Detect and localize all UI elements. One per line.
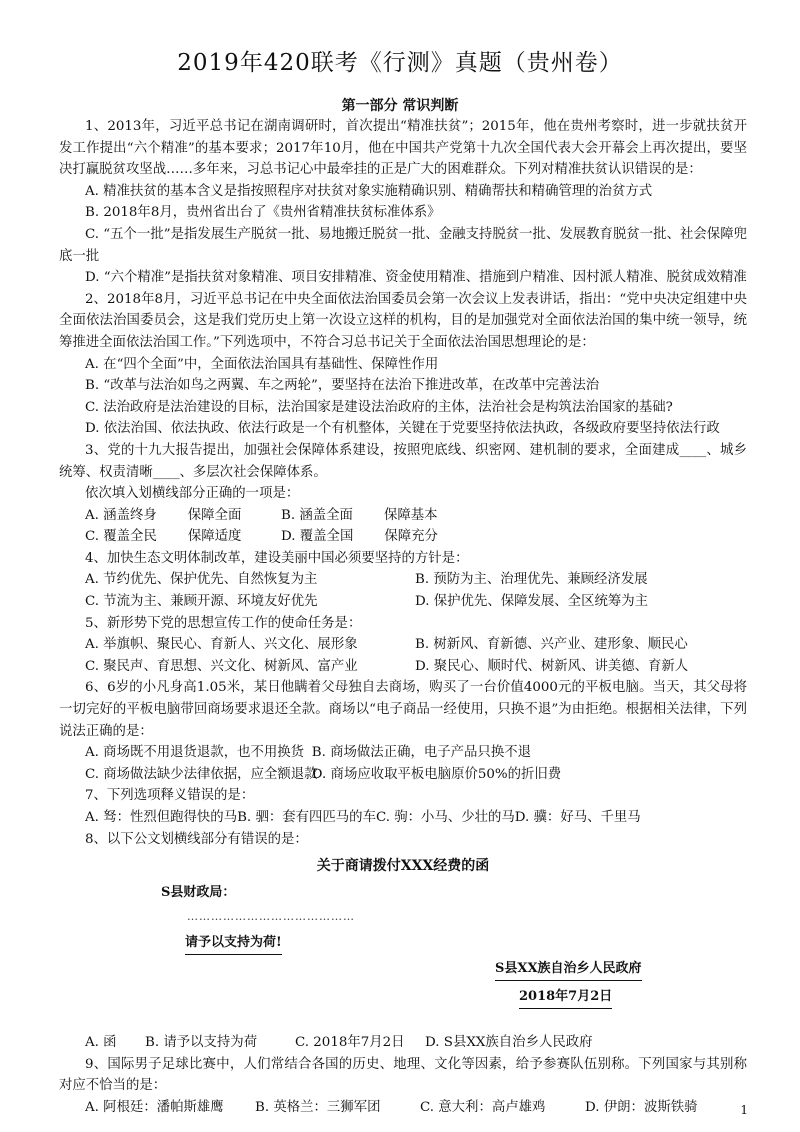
question-8-option-b: B. 请予以支持为荷: [145, 1035, 258, 1051]
question-7-option-d: D. 骥：好马、千里马: [514, 810, 641, 825]
question-3-options-cd: [59, 526, 747, 548]
question-2-option-b: B. “改革与法治如鸟之两翼、车之两轮”，要坚持在法治下推进改革，在改革中完善法治: [85, 378, 600, 394]
question-6-option-c: C. 商场做法缺少法律依据，应全额退款: [85, 766, 318, 782]
question-9-option-a: A. 阿根廷：潘帕斯雄鹰: [85, 1099, 224, 1115]
letter-date: 2018年7月2日: [519, 986, 612, 1009]
question-1-option-a: A. 精准扶贫的基本含义是指按照程序对扶贫对象实施精确识别、精确帮扶和精确管理的治贫方式: [85, 183, 653, 199]
question-9-option-d: D. 伊朗：波斯铁骑: [585, 1099, 698, 1115]
question-6-option-b: B. 商场做法正确，电子产品只换不退: [311, 745, 531, 761]
question-7-stem: 7、下列选项释义错误的是：: [85, 788, 255, 804]
question-9-option-c: C. 意大利：高卢雄鸡: [420, 1099, 546, 1115]
document-title: 2019年420联考《行测》真题（贵州卷）: [177, 50, 623, 76]
question-4-option-b: B. 预防为主、治理优先、兼顾经济发展: [415, 572, 648, 588]
question-5-option-a: A. 举旗帜、聚民心、育新人、兴文化、展形象: [85, 637, 358, 653]
question-5-option-b: B. 树新风、育新德、兴产业、建形象、顺民心: [415, 637, 688, 653]
question-9-stem: 9、国际男子足球比赛中，人们常结合各国的历史、地理、文化等因素，给予参赛队伍别称。下列国家与其别称对应不恰当的是：: [59, 1056, 747, 1094]
letter-title: 关于商请拨付XXX经费的函: [316, 858, 490, 875]
question-6-stem: 6、6岁的小凡身高1.05米，某日他瞒着父母独自去商场，购买了一台价值4000元的平板电脑。当天，其父母将一切完好的平板电脑带回商场要求退还全款。商场以“电子商品一经使用，只换不退”为由拒绝。根据相关法律，下列说法正确的是：: [59, 680, 747, 739]
question-2-option-c: C. 法治政府是法治建设的目标，法治国家是建设法治政府的主体，法治社会是构筑法治国家的基础?: [85, 399, 673, 415]
question-1-option-b: B. 2018年8月，贵州省出台了《贵州省精准扶贫标准体系》: [85, 205, 441, 221]
question-4-options-cd: [59, 591, 747, 613]
question-7-option-a: A. 驽：性烈但跑得快的马: [85, 810, 238, 825]
question-4-option-a: A. 节约优先、保护优先、自然恢复为主: [85, 572, 318, 588]
question-7-options: [59, 807, 747, 829]
question-8-stem: 8、以下公文划横线部分有错误的是：: [85, 831, 308, 847]
question-5-stem: 5、新形势下党的思想宣传工作的使命任务是：: [85, 615, 362, 631]
question-2-option-a: A. 在“四个全面”中，全面依法治国具有基础性、保障性作用: [85, 356, 439, 372]
letter-issuer: S县XX族自治乡人民政府: [495, 958, 642, 981]
question-4-stem: 4、加快生态文明体制改革，建设美丽中国必须要坚持的方针是：: [85, 550, 469, 566]
question-8-option-c: C. 2018年7月2日: [295, 1035, 405, 1051]
question-6-options-ab: [59, 742, 747, 764]
section-heading: 第一部分 常识判断: [341, 98, 459, 114]
page-number: 1: [740, 1103, 748, 1117]
question-8-option-d: D. S县XX族自治乡人民政府: [425, 1035, 593, 1051]
question-2-option-d: D. 依法治国、依法执政、依法行政是一个有机整体，关键在于党要坚持依法执政，各级政府要坚持依法行政: [85, 421, 720, 437]
letter-recipient: S县财政局：: [161, 885, 236, 901]
question-body: [59, 116, 747, 1119]
question-1-stem: 1、2013年，习近平总书记在湖南调研时，首次提出“精准扶贫”；2015年，他在贵州考察时，进一步就扶贫开发工作提出“六个精准”的基本要求；2017年10月，他在中国共产党第十九次全国代表大会开幕会上再次提出，要坚决打赢脱贫攻坚战……多年来，习总书记心中最牵挂的正是广大的困难群众。下列对精准扶贫认识错误的是：: [59, 119, 747, 178]
letter-request: 请予以支持为荷!: [185, 932, 282, 955]
question-9-option-b: B. 英格兰：三狮军团: [255, 1099, 381, 1115]
question-5-options-ab: [59, 634, 747, 656]
question-3-option-d: D. 覆盖全国 保障充分: [281, 529, 438, 545]
question-5-options-cd: [59, 656, 747, 678]
question-3-option-c: C. 覆盖全民 保障适度: [85, 529, 242, 545]
question-3-option-a: A. 涵盖终身 保障全面: [85, 507, 242, 523]
question-7-option-c: C. 驹：小马、少壮的马: [375, 810, 515, 825]
question-1-option-d: D. “六个精准”是指扶贫对象精准、项目安排精准、资金使用精准、措施到户精准、因村派人精准、脱贫成效精准: [85, 270, 747, 286]
letter-body-dots: ……………………………………: [187, 910, 355, 924]
question-8-options: [59, 1032, 747, 1054]
question-5-option-d: D. 聚民心、顺时代、树新风、讲美德、育新人: [415, 658, 689, 674]
question-6-option-a: A. 商场既不用退货退款，也不用换货: [85, 745, 305, 761]
question-6-option-d: D. 商场应收取平板电脑原价50%的折旧费: [311, 766, 562, 782]
question-8-option-a: A. 函: [85, 1035, 117, 1051]
question-3-options-ab: [59, 505, 747, 527]
question-2-stem: 2、2018年8月，习近平总书记在中央全面依法治国委员会第一次会议上发表讲话，指出：“党中央决定组建中央全面依法治国委员会，这是我们党历史上第一次设立这样的机构，目的是加强党对全面依法治国的集中统一领导，统筹推进全面依法治国工作。”下列选项中，不符合习总书记关于全面依法治国思想理论的是：: [59, 291, 747, 350]
question-4-option-c: C. 节流为主、兼顾开源、环境友好优先: [85, 594, 318, 610]
question-5-option-c: C. 聚民声、育思想、兴文化、树新风、富产业: [85, 658, 358, 674]
question-3-lead: 依次填入划横线部分正确的一项是：: [85, 486, 300, 502]
question-3-option-b: B. 涵盖全面 保障基本: [281, 507, 438, 523]
question-9-options: [59, 1097, 747, 1119]
question-4-option-d: D. 保护优先、保障发展、全区统筹为主: [415, 594, 649, 610]
question-6-options-cd: [59, 764, 747, 786]
question-4-options-ab: [59, 569, 747, 591]
question-1-option-c: C. “五个一批”是指发展生产脱贫一批、易地搬迁脱贫一批、金融支持脱贫一批、发展教育脱贫一批、社会保障兜底一批: [59, 226, 747, 264]
official-letter-image: [59, 856, 747, 1026]
question-7-option-b: B. 驷：套有四匹马的车: [237, 810, 376, 825]
question-3-stem: 3、党的十九大报告提出，加强社会保障体系建设，按照兜底线、织密网、建机制的要求，全面建成____、城乡统筹、权责清晰____、多层次社会保障体系。: [59, 442, 747, 480]
